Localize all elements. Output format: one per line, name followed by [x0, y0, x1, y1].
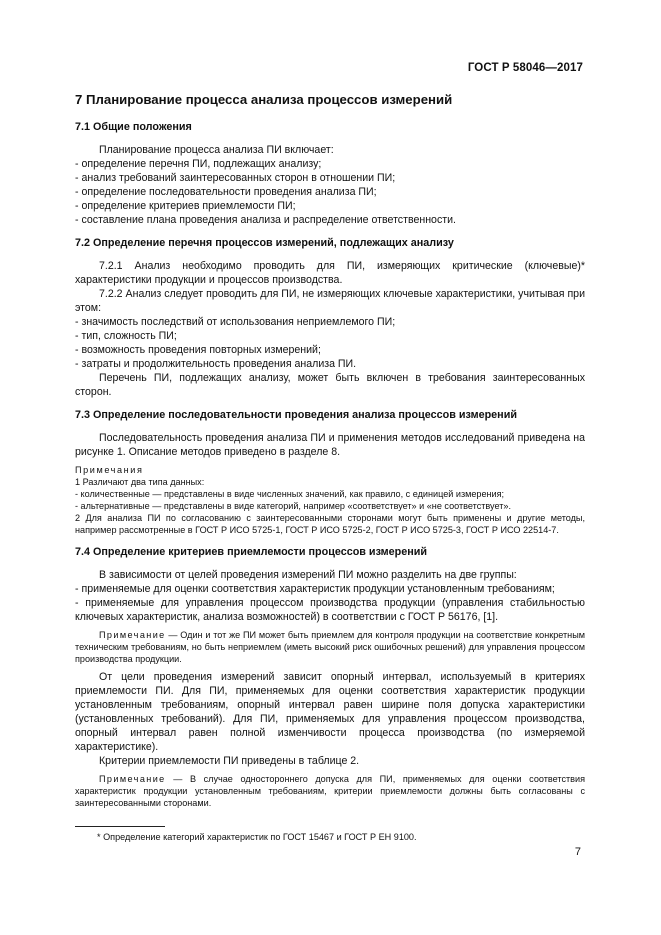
footnote: * Определение категорий характеристик по ГОСТ 15467 и ГОСТ Р ЕН 9100. — [97, 832, 417, 842]
note-label: Примечание — [99, 774, 166, 784]
section-7-1-title: 7.1 Общие положения — [75, 121, 192, 133]
note-text: — Один и тот же ПИ может быть приемлем для контроля продукции на соответствие конкретным техническим требованиям, но быть неприемлем (иметь высокий риск ошибочных решений) для управления процессом производства продукции. — [75, 630, 585, 664]
list-item: - определение последовательности проведения анализа ПИ; — [75, 186, 377, 198]
page-number: 7 — [574, 846, 581, 858]
list-item: - определение критериев приемлемости ПИ; — [75, 200, 296, 212]
section-7-2-title: 7.2 Определение перечня процессов измерений, подлежащих анализу — [75, 237, 454, 249]
list-item: - значимость последствий от использования неприемлемого ПИ; — [75, 316, 396, 328]
note-item: - количественные — представлены в виде численных значений, как правило, с единицей измерения; — [75, 489, 505, 499]
list-item: - составление плана проведения анализа и распределение ответственности. — [75, 214, 456, 226]
note-label: Примечание — [99, 630, 166, 640]
list-item: - тип, сложность ПИ; — [75, 330, 177, 342]
list-item: - затраты и продолжительность проведения анализа ПИ. — [75, 358, 357, 370]
section-7-4-title: 7.4 Определение критериев приемлемости процессов измерений — [75, 546, 428, 558]
note — [75, 773, 585, 809]
notes-title: Примечания — [75, 465, 144, 475]
section-7-3-title: 7.3 Определение последовательности проведения анализа процессов измерений — [75, 409, 517, 421]
document-header: ГОСТ Р 58046—2017 — [467, 62, 583, 74]
list-item: - применяемые для управления процессом производства продукции (управления стабильностью ключевых характеристик, анализа возможностей) в соответствии с ГОСТ Р 56176, [1]. — [75, 597, 585, 623]
list-item: - возможность проведения повторных измерений; — [75, 344, 321, 356]
paragraph: Последовательность проведения анализа ПИ и применения методов исследований приведена на рисунке 1. Описание методов приведено в разделе 8. — [75, 432, 585, 458]
paragraph: 7.2.2 Анализ следует проводить для ПИ, не измеряющих ключевые характеристики, учитывая при этом: — [75, 288, 585, 314]
paragraph: Планирование процесса анализа ПИ включает: — [99, 144, 334, 156]
list-item: - определение перечня ПИ, подлежащих анализу; — [75, 158, 322, 170]
note-item: 2 Для анализа ПИ по согласованию с заинтересованными сторонами могут быть применены и другие методы, например рассмотренные в ГОСТ Р ИСО 5725-1, ГОСТ Р ИСО 5725-2, ГОСТ Р ИСО 5725-3, ГОСТ Р ИСО 22514-7. — [75, 513, 585, 535]
note-item: 1 Различают два типа данных: — [75, 477, 205, 487]
page-content — [75, 91, 585, 809]
paragraph: Критерии приемлемости ПИ приведены в таблице 2. — [99, 755, 360, 767]
paragraph: Перечень ПИ, подлежащих анализу, может быть включен в требования заинтересованных сторон. — [75, 372, 585, 398]
paragraph: От цели проведения измерений зависит опорный интервал, используемый в критериях приемлемости ПИ. Для ПИ, применяемых для оценки соответствия характеристик продукции установленным требованиям, опорный интервал равен ширине поля допуска характеристики (установленных требований). Для ПИ, применяемых для управления процессом производства, опорный интервал равен полной изменчивости процесса производства (по измеряемой характеристике). — [75, 671, 585, 753]
list-item: - применяемые для оценки соответствия характеристик продукции установленным требованиям; — [75, 583, 555, 595]
note-text: — В случае одностороннего допуска для ПИ, применяемых для оценки соответствия характеристик продукции установленным требованиям, критерии приемлемости должны быть согласованы с заинтересованными сторонами. — [75, 774, 585, 808]
section-7-title: 7 Планирование процесса анализа процессов измерений — [75, 92, 453, 107]
list-item: - анализ требований заинтересованных сторон в отношении ПИ; — [75, 172, 396, 184]
note — [75, 629, 585, 665]
paragraph: 7.2.1 Анализ необходимо проводить для ПИ, измеряющих критические (ключевые)* характеристики продукции и процессов производства. — [75, 260, 585, 286]
footnote-divider — [75, 826, 165, 827]
note-item: - альтернативные — представлены в виде категорий, например «соответствует» и «не соответствует». — [75, 501, 511, 511]
paragraph: В зависимости от целей проведения измерений ПИ можно разделить на две группы: — [99, 569, 517, 581]
